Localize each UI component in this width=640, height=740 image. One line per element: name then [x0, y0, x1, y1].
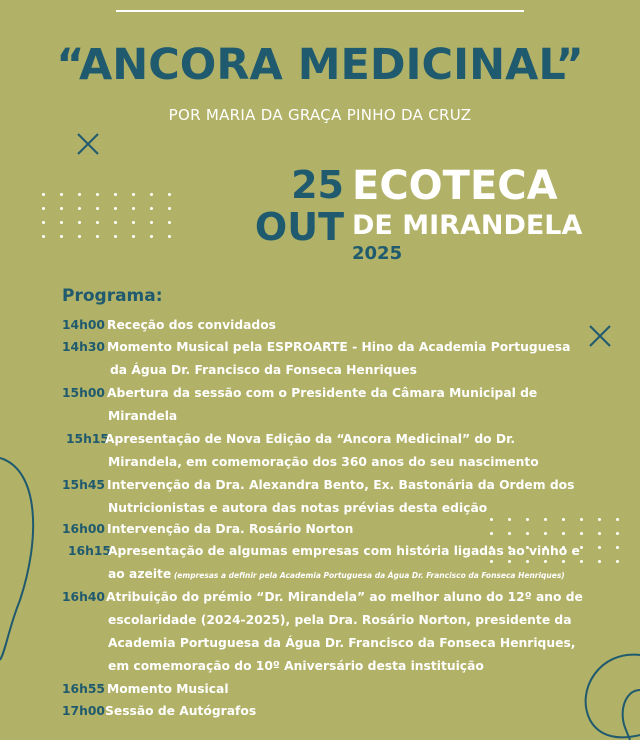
venue-name: ECOTECA [352, 163, 558, 209]
schedule-time: 15h15 [66, 432, 109, 446]
program-heading: Programa: [62, 286, 163, 306]
event-title: “ANCORA MEDICINAL” [56, 40, 584, 90]
schedule-description: da Água Dr. Francisco da Fonseca Henriques [110, 363, 417, 377]
schedule-description: Apresentação de algumas empresas com história ligadas ao vinho e [108, 544, 580, 558]
schedule-description: Abertura da sessão com o Presidente da Câmara Municipal de [107, 386, 538, 400]
schedule-description: Mirandela [108, 409, 178, 423]
event-subtitle: POR MARIA DA GRAÇA PINHO DA CRUZ [168, 106, 472, 124]
schedule-description: Mirandela, em comemoração dos 360 anos do seu nascimento [108, 455, 539, 469]
schedule-description: Sessão de Autógrafos [105, 704, 257, 718]
schedule-description: Apresentação de Nova Edição da “Ancora Medicinal” do Dr. [105, 432, 516, 446]
event-month: OUT [254, 205, 344, 249]
schedule-time: 15h00 [62, 386, 105, 400]
schedule-time: 16h15 [68, 544, 111, 558]
schedule-description: Intervenção da Dra. Alexandra Bento, Ex. Bastonária da Ordem dos [107, 478, 575, 492]
schedule-description: ao azeite (empresas a definir pela Academia Portuguesa da Água Dr. Francisco da Fonseca Henriques) [108, 567, 565, 581]
schedule-description: Academia Portuguesa da Água Dr. Francisco da Fonseca Henriques, [108, 636, 576, 650]
schedule-time: 17h00 [62, 704, 105, 718]
schedule-description: Nutricionistas e autora das notas prévias desta edição [108, 501, 488, 515]
schedule-description: Momento Musical [107, 682, 229, 696]
schedule-time: 16h40 [62, 590, 105, 604]
schedule-description: Momento Musical pela ESPROARTE - Hino da Academia Portuguesa [107, 340, 571, 354]
schedule-time: 14h30 [62, 340, 105, 354]
schedule-description: em comemoração do 10º Aniversário desta instituição [108, 659, 484, 673]
schedule-description: escolaridade (2024-2025), pela Dra. Rosário Norton, presidente da [108, 613, 572, 627]
schedule-description: Intervenção da Dra. Rosário Norton [107, 522, 354, 536]
event-day: 25 [291, 163, 344, 207]
schedule-time: 16h00 [62, 522, 105, 536]
schedule-description: Receção dos convidados [107, 318, 276, 332]
schedule-time: 14h00 [62, 318, 105, 332]
event-year: 2025 [352, 243, 403, 264]
schedule-description: Atribuição do prémio “Dr. Mirandela” ao melhor aluno do 12º ano de [106, 590, 583, 604]
schedule-note: (empresas a definir pela Academia Portuguesa da Água Dr. Francisco da Fonseca Henriques) [171, 571, 565, 580]
schedule-time: 16h55 [62, 682, 105, 696]
schedule-time: 15h45 [62, 478, 105, 492]
venue-location: DE MIRANDELA [352, 210, 583, 241]
